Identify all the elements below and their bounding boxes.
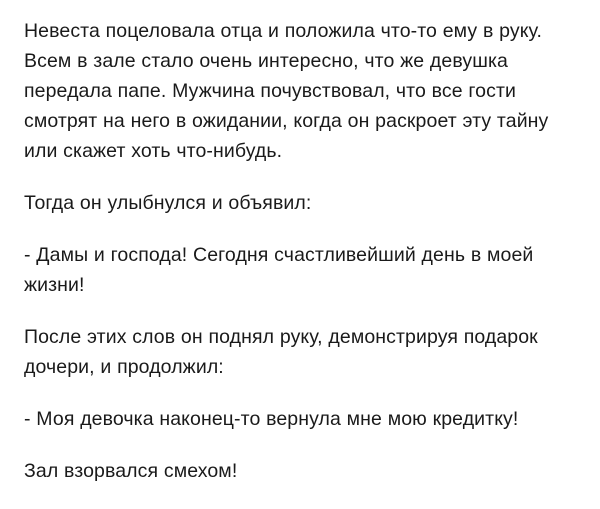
paragraph-3: - Дамы и господа! Сегодня счастливейший день в моей жизни! [24,244,534,296]
story-text-block [24,16,576,486]
paragraph-5: - Моя девочка наконец-то вернула мне мою кредитку! [24,408,519,430]
paragraph-6: Зал взорвался смехом! [24,460,238,482]
paragraph-1: Невеста поцеловала отца и положила что-то ему в руку. Всем в зале стало очень интересно, что же девушка передала папе. Мужчина почувствовал, что все гости смотрят на него в ожидании, когда он раскроет эту тайну или скажет хоть что-нибудь. [24,20,549,162]
paragraph-2: Тогда он улыбнулся и объявил: [24,192,312,214]
paragraph-4: После этих слов он поднял руку, демонстрируя подарок дочери, и продолжил: [24,326,538,378]
